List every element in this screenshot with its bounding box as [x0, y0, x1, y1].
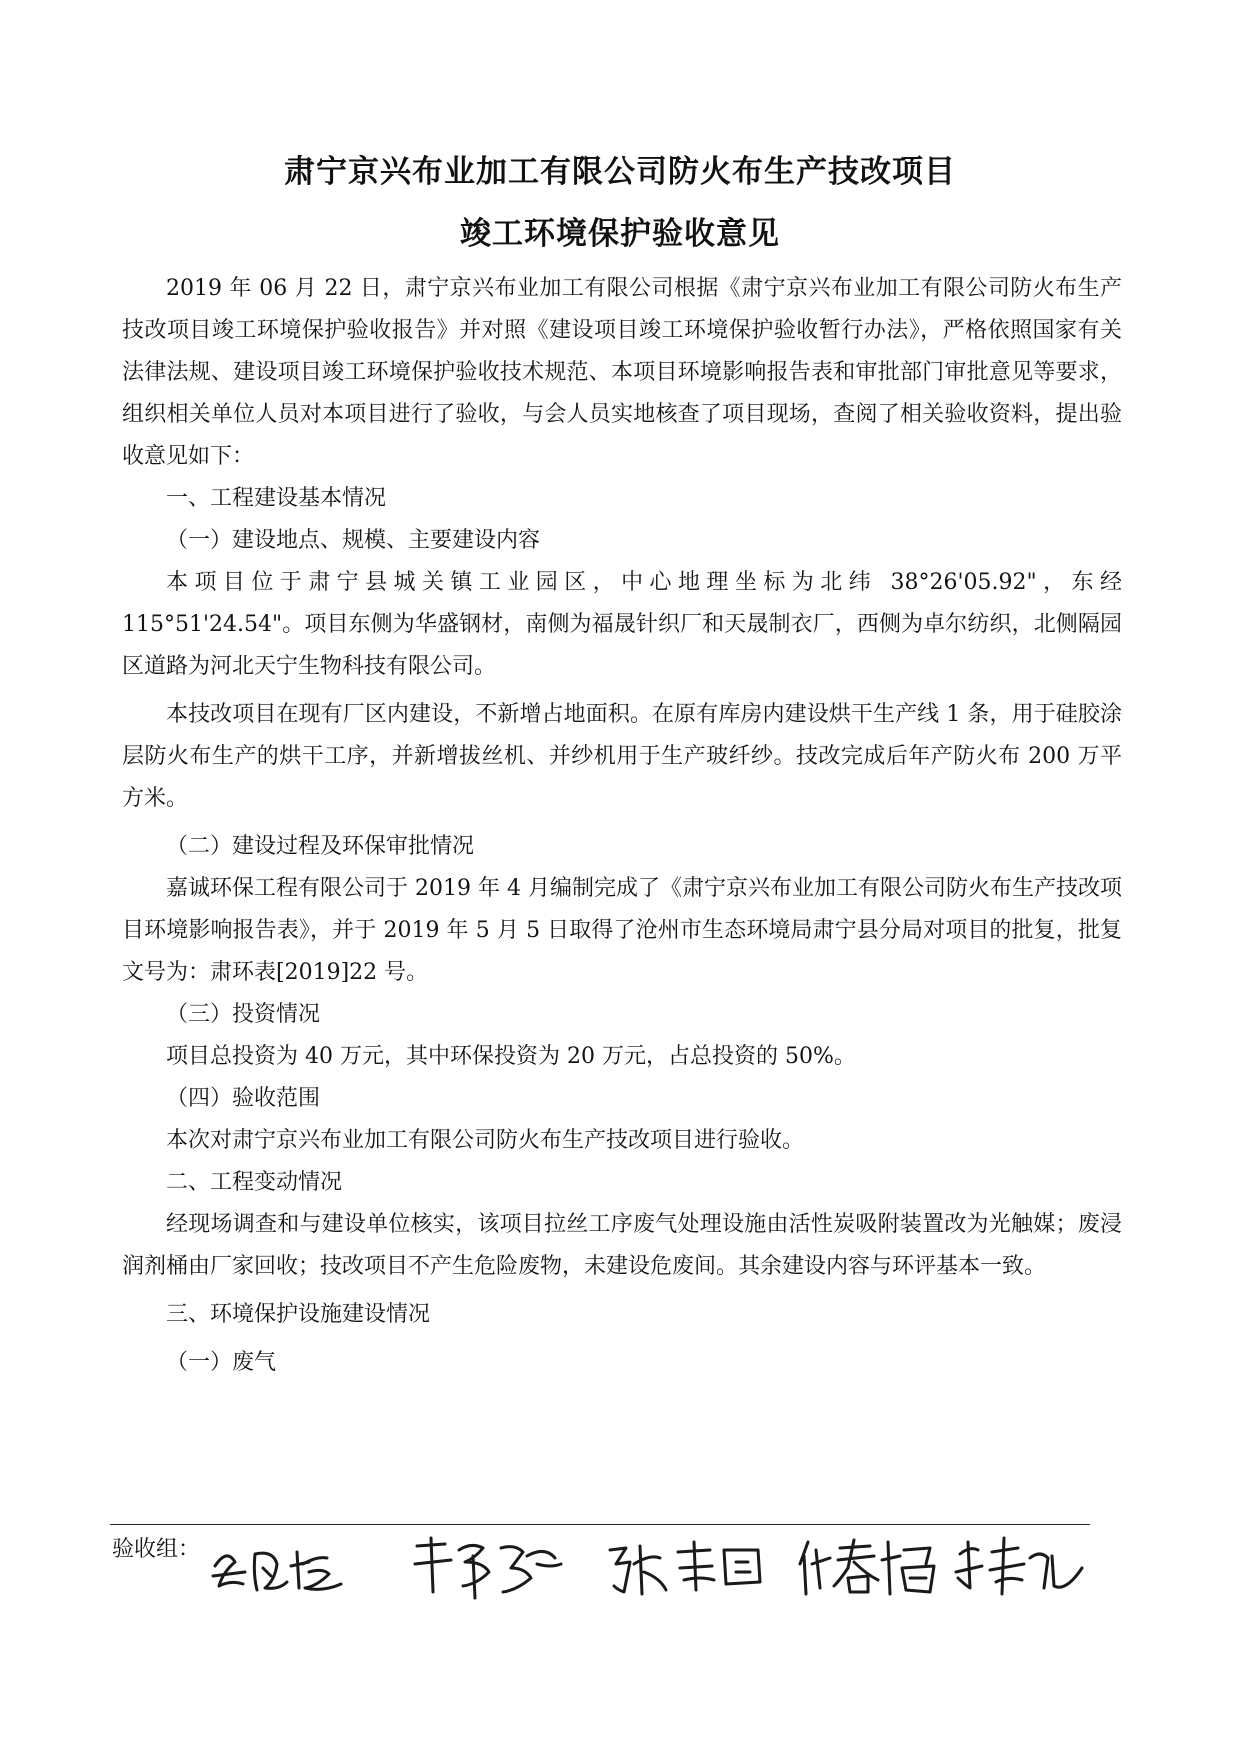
- intro-paragraph: 2019 年 06 月 22 日，肃宁京兴布业加工有限公司根据《肃宁京兴布业加工有限公司防火布生产技改项目竣工环境保护验收报告》并对照《建设项目竣工环境保护验收暂行办法》，严格依照国家有关法律法规、建设项目竣工环境保护验收技术规范、本项目环境影响报告表和审批部门审批意见等要求，组织相关单位人员对本项目进行了验收，与会人员实地核查了项目现场，查阅了相关验收资料，提出验收意见如下：: [122, 276, 1122, 469]
- section2-heading: 二、工程变动情况: [166, 1170, 343, 1195]
- document-body: [122, 268, 1122, 1384]
- section1-sub4-heading: （四）验收范围: [166, 1086, 321, 1111]
- signature-4: [790, 1528, 940, 1608]
- signature-5: [948, 1528, 1098, 1608]
- footer-divider: [110, 1524, 1090, 1525]
- section1-sub1-heading: （一）建设地点、规模、主要建设内容: [166, 528, 541, 553]
- section1-heading: 一、工程建设基本情况: [166, 486, 387, 511]
- section3-heading: 三、环境保护设施建设情况: [166, 1302, 431, 1327]
- section1-sub1-paragraph1: 本项目位于肃宁县城关镇工业园区，中心地理坐标为北纬 38°26'05.92"，东经 115°51'24.54"。项目东侧为华盛钢材，南侧为福晟针织厂和天晟制衣厂，西侧为卓尔纺织，北侧隔园区道路为河北天宁生物科技有限公司。: [122, 570, 1122, 679]
- document-title-line2: 竣工环境保护验收意见: [460, 216, 780, 252]
- section1-sub1-paragraph2: 本技改项目在现有厂区内建设，不新增占地面积。在原有库房内建设烘干生产线 1 条，用于硅胶涂层防火布生产的烘干工序，并新增拔丝机、并纱机用于生产玻纤纱。技改完成后年产防火布 200 万平方米。: [122, 702, 1122, 811]
- section3-sub1-heading: （一）废气: [166, 1350, 277, 1375]
- acceptance-group-label: 验收组：: [112, 1537, 201, 1562]
- signature-1: [205, 1528, 355, 1608]
- section2-paragraph1: 经现场调查和与建设单位核实，该项目拉丝工序废气处理设施由活性炭吸附装置改为光触媒；废浸润剂桶由厂家回收；技改项目不产生危险废物，未建设危废间。其余建设内容与环评基本一致。: [122, 1212, 1122, 1279]
- section1-sub3-heading: （三）投资情况: [166, 1002, 321, 1027]
- section1-sub3-paragraph1: 项目总投资为 40 万元，其中环保投资为 20 万元，占总投资的 50%。: [166, 1044, 856, 1069]
- section1-sub2-heading: （二）建设过程及环保审批情况: [166, 834, 475, 859]
- signature-2: [405, 1528, 575, 1608]
- signature-3: [600, 1528, 780, 1608]
- document-title-line1: 肃宁京兴布业加工有限公司防火布生产技改项目: [284, 154, 956, 190]
- section1-sub4-paragraph1: 本次对肃宁京兴布业加工有限公司防火布生产技改项目进行验收。: [166, 1128, 805, 1153]
- section1-sub2-paragraph1: 嘉诚环保工程有限公司于 2019 年 4 月编制完成了《肃宁京兴布业加工有限公司防火布生产技改项目环境影响报告表》，并于 2019 年 5 月 5 日取得了沧州市生态环境局肃宁县分局对项目的批复，批复文号为：肃环表[2019]22 号。: [122, 876, 1122, 985]
